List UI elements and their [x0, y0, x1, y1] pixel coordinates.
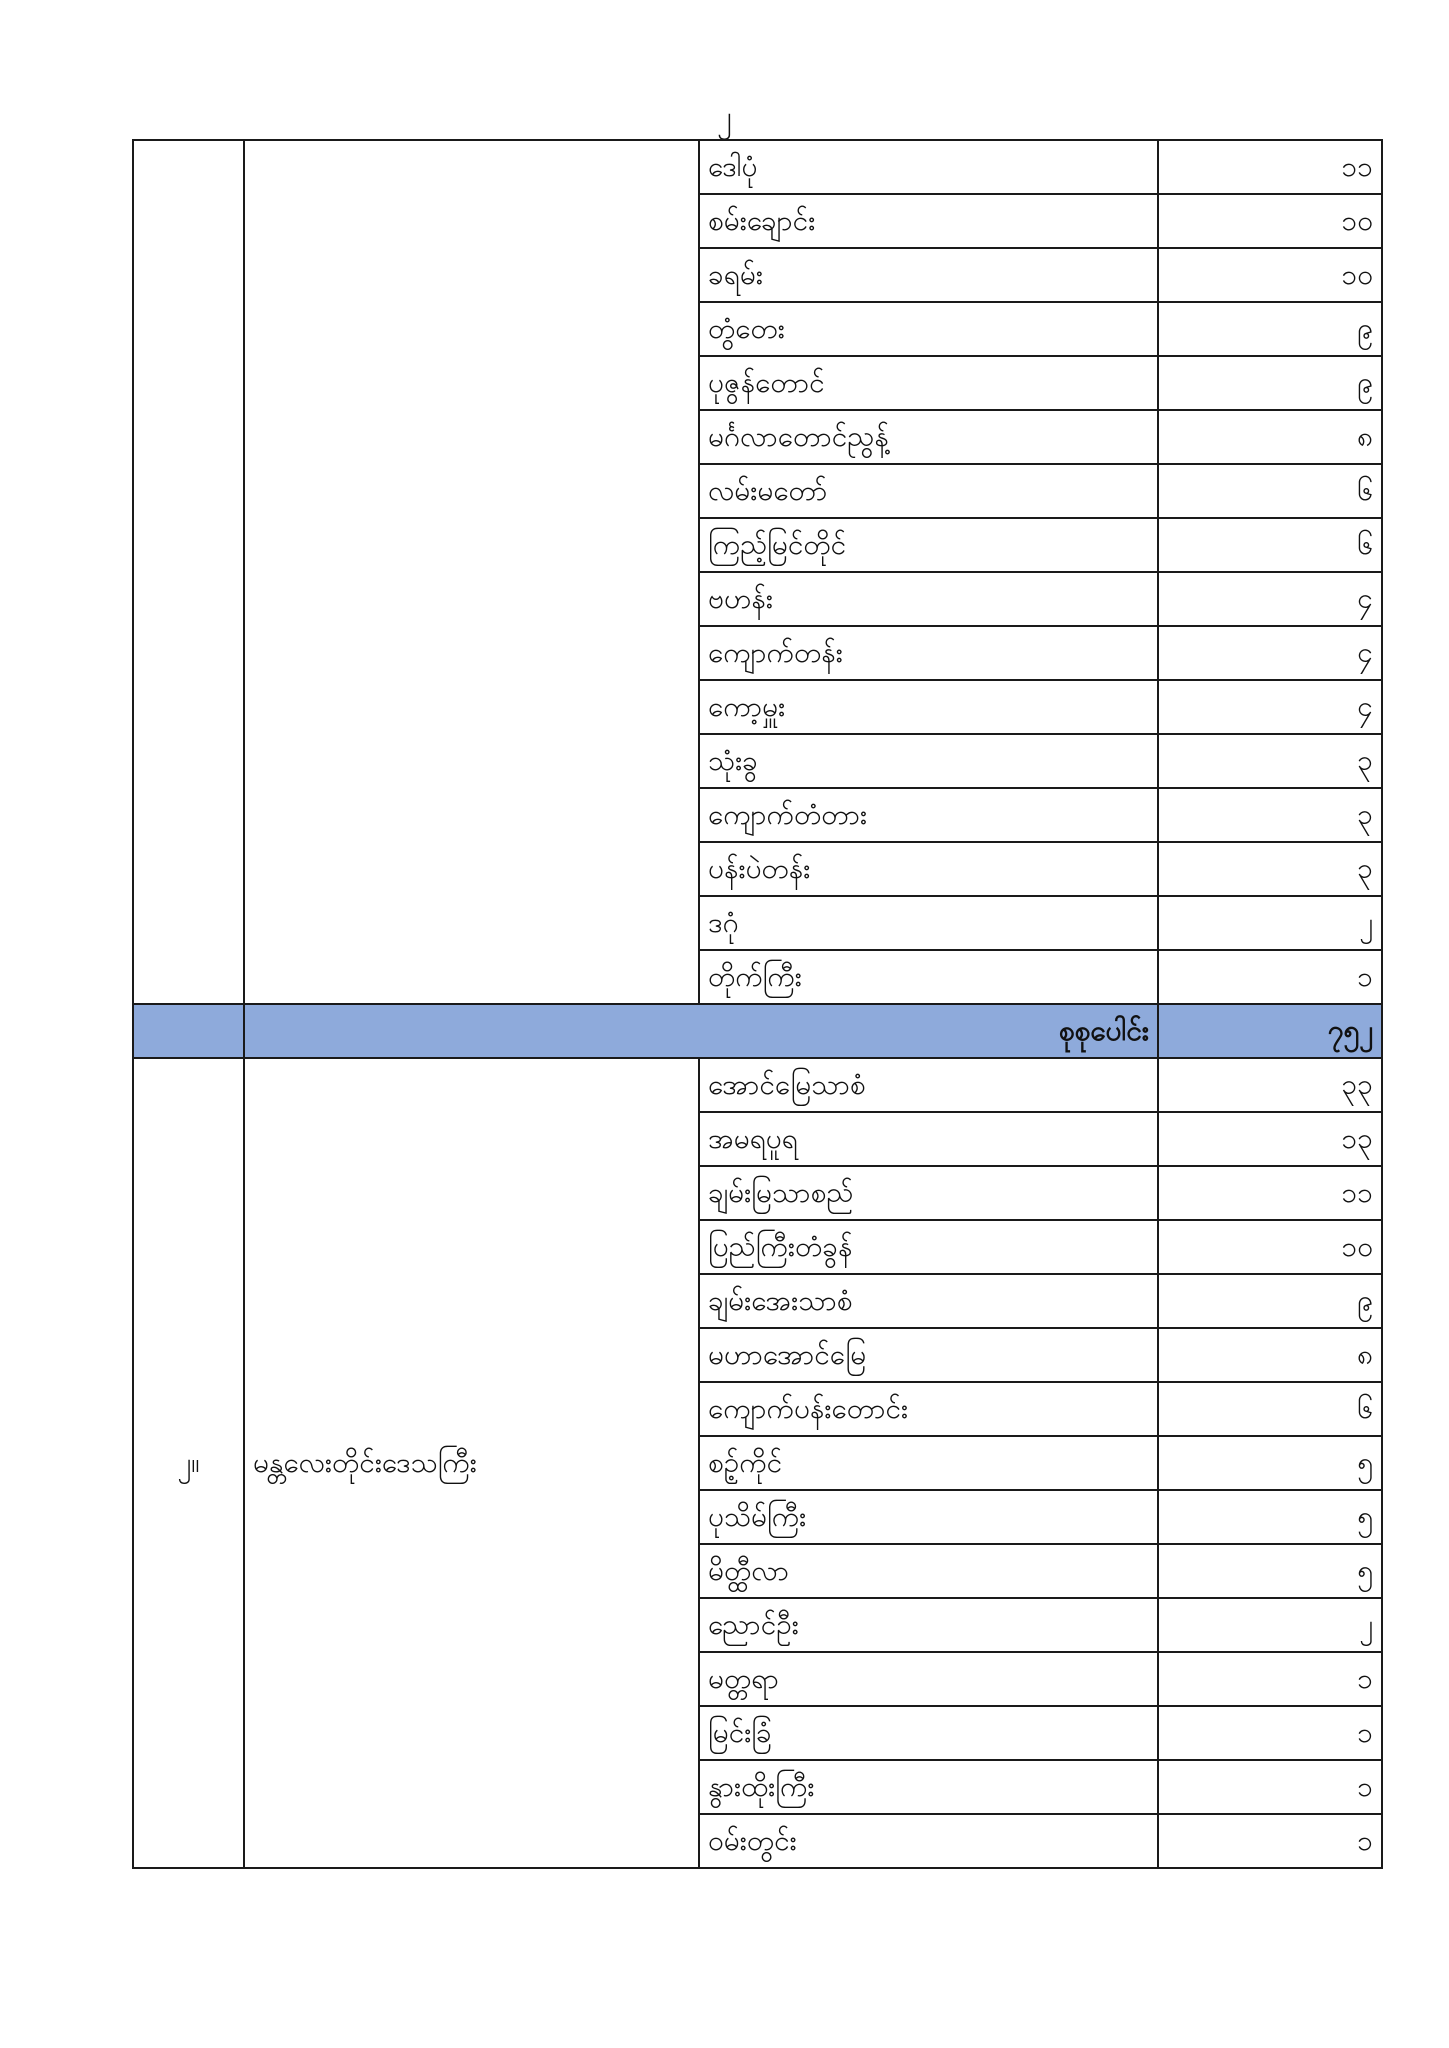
count-cell: ၆ — [1158, 464, 1382, 518]
count-cell: ၉ — [1158, 1274, 1382, 1328]
township-name-cell: မတ္တရာ — [699, 1652, 1158, 1706]
count-cell: ၃၃ — [1158, 1058, 1382, 1112]
count-cell: ၄ — [1158, 626, 1382, 680]
count-cell: ၅ — [1158, 1544, 1382, 1598]
count-cell: ၉ — [1158, 356, 1382, 410]
township-name-cell: ဒေါပုံ — [699, 140, 1158, 194]
township-name-cell: ညောင်ဦး — [699, 1598, 1158, 1652]
table-row — [133, 140, 1382, 194]
total-spacer-cell — [133, 1004, 244, 1058]
count-cell: ၆ — [1158, 1382, 1382, 1436]
township-name-cell: ချမ်းအေးသာစံ — [699, 1274, 1158, 1328]
count-cell: ၁ — [1158, 1760, 1382, 1814]
count-cell: ၁၁ — [1158, 140, 1382, 194]
count-cell: ၈ — [1158, 1328, 1382, 1382]
township-name-cell: မိတ္ထီလာ — [699, 1544, 1158, 1598]
count-cell: ၁ — [1158, 1652, 1382, 1706]
row-number-cell — [133, 140, 244, 1004]
township-name-cell: နွားထိုးကြီး — [699, 1760, 1158, 1814]
township-name-cell: ပုဇွန်တောင် — [699, 356, 1158, 410]
township-name-cell: တွံတေး — [699, 302, 1158, 356]
count-cell: ၅ — [1158, 1436, 1382, 1490]
count-cell: ၄ — [1158, 572, 1382, 626]
count-cell: ၁၁ — [1158, 1166, 1382, 1220]
township-name-cell: အမရပူရ — [699, 1112, 1158, 1166]
township-name-cell: ကျောက်တန်း — [699, 626, 1158, 680]
total-label: စုစုပေါင်း — [244, 1004, 1158, 1058]
count-cell: ၁ — [1158, 1814, 1382, 1868]
township-name-cell: ချမ်းမြသာစည် — [699, 1166, 1158, 1220]
count-cell: ၅ — [1158, 1490, 1382, 1544]
township-name-cell: တိုက်ကြီး — [699, 950, 1158, 1004]
count-cell: ၈ — [1158, 410, 1382, 464]
township-name-cell: ပုသိမ်ကြီး — [699, 1490, 1158, 1544]
count-cell: ၁၀ — [1158, 248, 1382, 302]
count-cell: ၄ — [1158, 680, 1382, 734]
count-cell: ၉ — [1158, 302, 1382, 356]
township-count-table — [132, 139, 1383, 1869]
township-name-cell: ကြည့်မြင်တိုင် — [699, 518, 1158, 572]
township-name-cell: စဉ့်ကိုင် — [699, 1436, 1158, 1490]
count-cell: ၁၀ — [1158, 1220, 1382, 1274]
township-name-cell: ကျောက်ပန်းတောင်း — [699, 1382, 1158, 1436]
region-name-cell — [244, 140, 699, 1004]
township-name-cell: ဗဟန်း — [699, 572, 1158, 626]
total-row — [133, 1004, 1382, 1058]
township-name-cell: ဝမ်းတွင်း — [699, 1814, 1158, 1868]
township-name-cell: မဟာအောင်မြေ — [699, 1328, 1158, 1382]
township-name-cell: ပြည်ကြီးတံခွန် — [699, 1220, 1158, 1274]
township-name-cell: စမ်းချောင်း — [699, 194, 1158, 248]
count-cell: ၁ — [1158, 1706, 1382, 1760]
count-cell: ၂ — [1158, 896, 1382, 950]
count-cell: ၁၃ — [1158, 1112, 1382, 1166]
count-cell: ၁၀ — [1158, 194, 1382, 248]
row-number-cell: ၂။ — [133, 1058, 244, 1868]
count-cell: ၁ — [1158, 950, 1382, 1004]
count-cell: ၃ — [1158, 842, 1382, 896]
township-name-cell: အောင်မြေသာစံ — [699, 1058, 1158, 1112]
township-name-cell: မင်္ဂလာတောင်ညွန့် — [699, 410, 1158, 464]
region-name-cell: မန္တလေးတိုင်းဒေသကြီး — [244, 1058, 699, 1868]
count-cell: ၂ — [1158, 1598, 1382, 1652]
count-cell: ၃ — [1158, 788, 1382, 842]
count-cell: ၆ — [1158, 518, 1382, 572]
count-cell: ၃ — [1158, 734, 1382, 788]
township-name-cell: မြင်းခြံ — [699, 1706, 1158, 1760]
township-name-cell: ကော့မှူး — [699, 680, 1158, 734]
township-name-cell: လမ်းမတော် — [699, 464, 1158, 518]
total-value: ၇၅၂ — [1158, 1004, 1382, 1058]
township-name-cell: ကျောက်တံတား — [699, 788, 1158, 842]
table-row — [133, 1058, 1382, 1112]
township-name-cell: သုံးခွ — [699, 734, 1158, 788]
page-number: ၂ — [717, 100, 732, 135]
township-name-cell: ပန်းပဲတန်း — [699, 842, 1158, 896]
township-name-cell: ခရမ်း — [699, 248, 1158, 302]
township-name-cell: ဒဂုံ — [699, 896, 1158, 950]
